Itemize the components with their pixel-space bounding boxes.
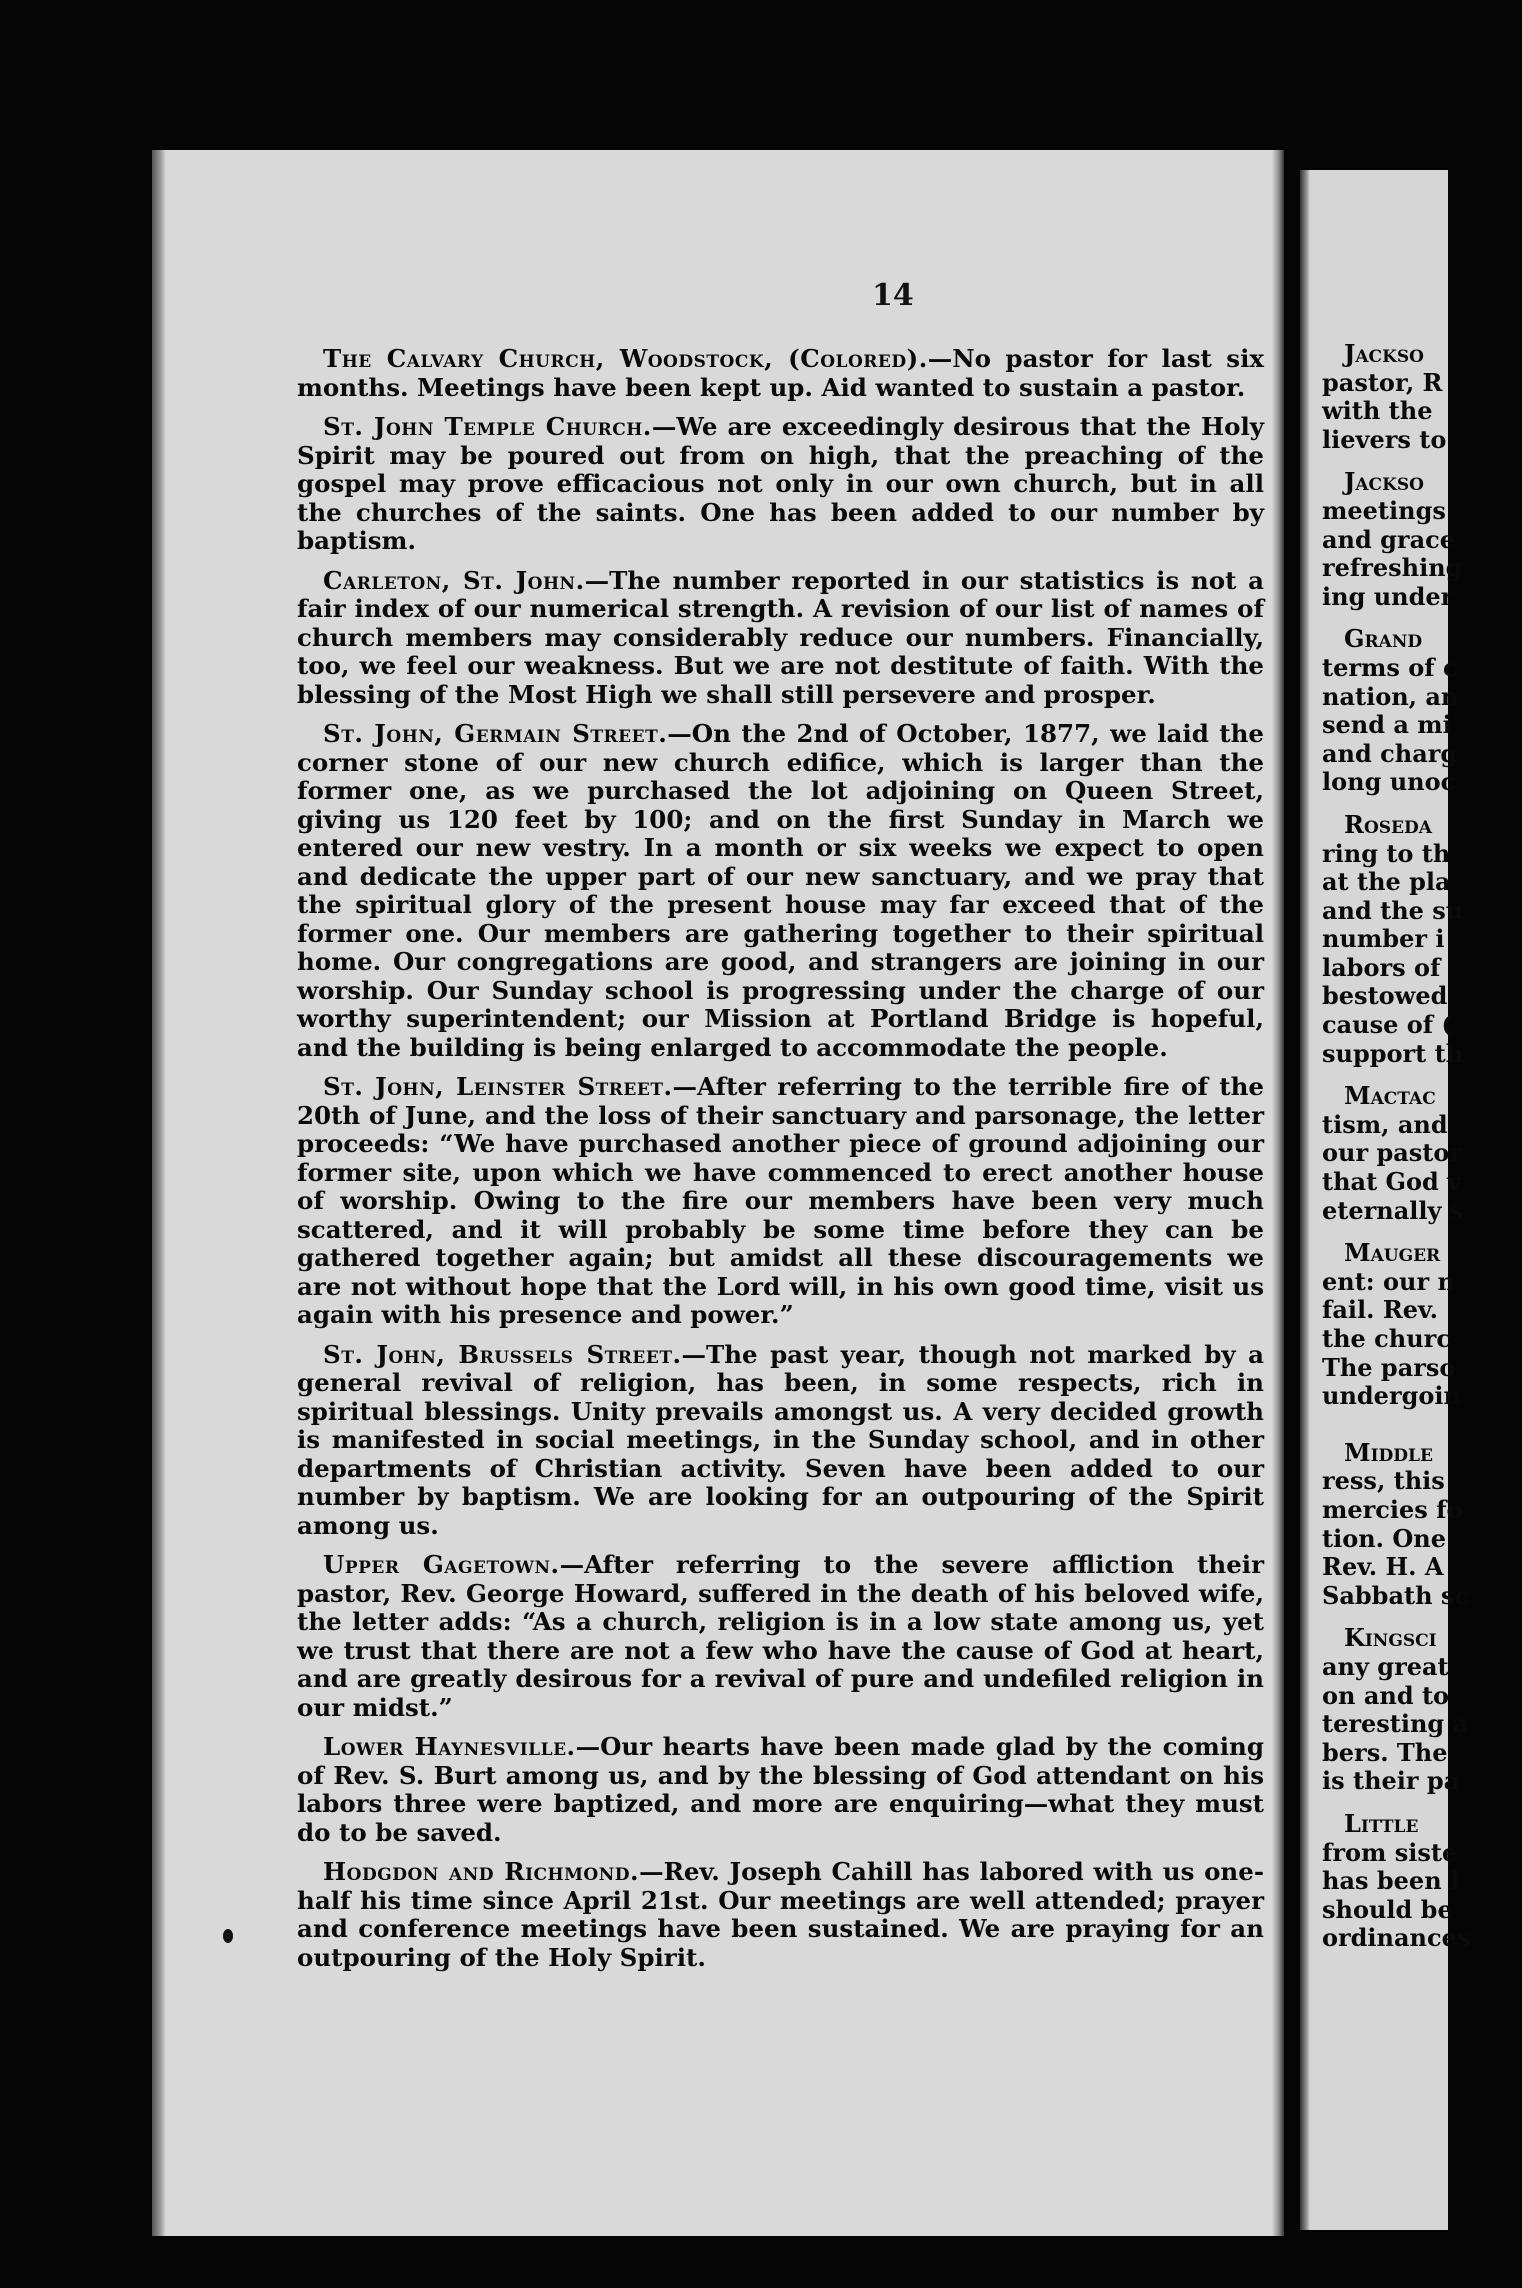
entry-paragraph: [297, 567, 1264, 710]
facing-line: the churc: [1322, 1324, 1451, 1353]
facing-line: support th: [1322, 1038, 1464, 1068]
page-number: 14: [872, 278, 914, 313]
facing-line: and the su: [1322, 895, 1464, 925]
facing-line: The parso: [1322, 1352, 1456, 1382]
facing-line: ordinances: [1322, 1923, 1471, 1953]
facing-line: Grand: [1344, 624, 1423, 654]
facing-line: long unoc: [1322, 767, 1456, 797]
facing-line: eternally s: [1322, 1195, 1464, 1225]
facing-line: teresting a: [1322, 1709, 1469, 1739]
facing-line: fail. Rev.: [1322, 1295, 1438, 1325]
facing-line: number i: [1322, 924, 1445, 954]
line-gap: [1322, 1425, 1522, 1439]
facing-line: Rev. H. A: [1322, 1552, 1444, 1582]
entry-heading: St. John Temple Church.: [323, 412, 652, 441]
facing-line: meetings: [1322, 495, 1446, 525]
facing-line: Roseda: [1344, 809, 1432, 839]
entry-paragraph: [297, 1551, 1264, 1722]
entry-body: —The past year, though not marked by a general revival of religion, has been, in some respects, rich in spiritual blessings. Unity prevails amongst us. A very decided growth is manifested in social meetings, in the Sunday school, and in other departments of Christian activity. Seven have been added to our number by baptism. We are looking for an outpouring of the Spirit among us.: [297, 1339, 1264, 1540]
entry-heading: St. John, Germain Street.: [323, 719, 668, 748]
entry-body: —Our hearts have been made glad by the coming of Rev. S. Burt among us, and by the blessing of God attendant on his labors three were baptized, and more are enquiring—what they must do to be saved.: [297, 1732, 1265, 1847]
facing-line: pastor, R: [1322, 367, 1443, 397]
entry-body: —After referring to the severe affliction their pastor, Rev. George Howard, suffered in the death of his beloved wife, the letter adds: “As a church, religion is in a low state among us, yet we trust that there are not a few who have the cause of God at heart, and are greatly desirous for a revival of pure and undefiled religion in our midst.”: [297, 1550, 1264, 1722]
facing-line: refreshing: [1322, 553, 1463, 583]
facing-line: undergoin: [1322, 1381, 1461, 1411]
entry-paragraph: [297, 720, 1264, 1062]
entry-heading: The Calvary Church, Woodstock, (Colored).: [323, 344, 928, 373]
facing-line: Middle: [1344, 1437, 1433, 1467]
entry-body: —The number reported in our statistics is not a fair index of our numerical strength. A revision of our list of names of church members may considerably reduce our numbers. Financially, too, we feel our weakness. But we are not destitute of faith. With the blessing of the Most High we shall still persevere and prosper.: [297, 565, 1264, 709]
entry-heading: Upper Gagetown.: [323, 1550, 560, 1579]
line-gap: [1322, 1411, 1522, 1425]
facing-line: and charg: [1322, 738, 1458, 768]
facing-line: Sabbath sc: [1322, 1580, 1470, 1610]
facing-line: has been l: [1322, 1866, 1460, 1896]
entry-heading: Carleton, St. John.: [323, 565, 585, 595]
entry-heading: St. John, Leinster Street.: [323, 1072, 673, 1101]
line-gap: [1322, 1068, 1522, 1082]
entry-heading: Lower Haynesville.: [323, 1732, 576, 1761]
facing-line: ring to th: [1322, 838, 1451, 868]
facing-line: Mactac: [1344, 1081, 1436, 1111]
facing-page: [1300, 170, 1471, 2230]
facing-line: that God v: [1322, 1167, 1462, 1197]
facing-line: lievers to: [1322, 424, 1447, 454]
facing-line: tion. One: [1322, 1523, 1446, 1553]
facing-line: Jackso: [1344, 467, 1424, 497]
line-gap: [1322, 1796, 1522, 1810]
entry-body: —No pastor for last six months. Meetings have been kept up. Aid wanted to sustain a pastor.: [297, 344, 1264, 402]
facing-line: Little: [1344, 1808, 1419, 1838]
entry-paragraph: [297, 413, 1264, 556]
facing-line: and grace: [1322, 524, 1455, 554]
facing-line: nation, an: [1322, 681, 1459, 711]
entry-body: —On the 2nd of October, 1877, we laid the corner stone of our new church edifice, which is larger than the former one, as we purchased the lot adjoining on Queen Street, giving us 120 feet by 100; and on the first Sunday in March we entered our new vestry. In a month or six weeks we expect to open and dedicate the upper part of our new sanctuary, and we pray that the spiritual glory of the present house may far exceed that of the former one. Our members are gathering together to their spiritual home. Our congregations are good, and strangers are joining in our worship. Our Sunday school is progressing under the charge of our worthy superintendent; our Mission at Portland Bridge is hopeful, and the building is being enlarged to accommodate the people.: [297, 719, 1264, 1062]
line-gap: [1322, 454, 1522, 468]
entry-paragraph: [297, 1858, 1264, 1972]
facing-line: with the: [1322, 396, 1433, 426]
text-column: [297, 345, 1264, 1983]
facing-line: is their pa: [1322, 1766, 1460, 1796]
facing-line: send a mi: [1322, 710, 1452, 740]
facing-line: from siste: [1322, 1837, 1458, 1867]
facing-line: ent: our n: [1322, 1266, 1455, 1296]
facing-line: bers. The: [1322, 1737, 1448, 1767]
facing-line: should be: [1322, 1894, 1453, 1924]
line-gap: [1322, 1225, 1522, 1239]
line-gap: [1322, 1610, 1522, 1624]
facing-line: tism, and: [1322, 1109, 1448, 1139]
facing-line: any great: [1322, 1651, 1449, 1681]
facing-line: cause of (: [1322, 1010, 1453, 1040]
facing-line: ing under: [1322, 581, 1454, 611]
document-page: [152, 150, 1284, 2236]
entry-heading: St. John, Brussels Street.: [323, 1339, 682, 1369]
facing-line: Jackso: [1344, 339, 1424, 368]
entry-heading: Hodgdon and Richmond.: [323, 1857, 640, 1886]
entry-paragraph: [297, 1733, 1264, 1847]
ink-speck: [223, 1929, 233, 1943]
entry-paragraph: [297, 345, 1264, 402]
entry-body: —Rev. Joseph Cahill has labored with us one-half his time since April 21st. Our meetings are well attended; prayer and conference meetings have been sustained. We are praying for an outpouring of the Holy Spirit.: [297, 1857, 1264, 1972]
entry-body: —After referring to the terrible fire of the 20th of June, and the loss of their sanctuary and parsonage, the letter proceeds: “We have purchased another piece of ground adjoining our former site, upon which we have commenced to erect another house of worship. Owing to the fire our members have been very much scattered, and it will probably be some time before they can be gathered together again; but amidst all these discouragements we are not without hope that the Lord will, in his own good time, visit us again with his presence and power.”: [297, 1072, 1264, 1329]
facing-page-text: [1322, 340, 1522, 1953]
facing-line: bestowed: [1322, 981, 1448, 1011]
facing-line: mercies fo: [1322, 1494, 1463, 1524]
facing-line: labors of: [1322, 952, 1441, 982]
facing-line: Kingsci: [1344, 1623, 1437, 1653]
line-gap: [1322, 797, 1522, 811]
facing-line: at the pla: [1322, 867, 1451, 897]
facing-line: Mauger: [1344, 1238, 1441, 1268]
line-gap: [1322, 611, 1522, 625]
facing-line: terms of c: [1322, 652, 1458, 682]
entry-paragraph: [297, 1341, 1264, 1541]
entry-paragraph: [297, 1073, 1264, 1330]
facing-line: our pastor: [1322, 1138, 1463, 1168]
facing-line: on and to: [1322, 1680, 1450, 1710]
facing-line: ress, this: [1322, 1466, 1445, 1496]
entry-body: —We are exceedingly desirous that the Holy Spirit may be poured out from on high, that the preaching of the gospel may prove efficacious not only in our own church, but in all the churches of the saints. One has been added to our number by baptism.: [297, 412, 1264, 555]
